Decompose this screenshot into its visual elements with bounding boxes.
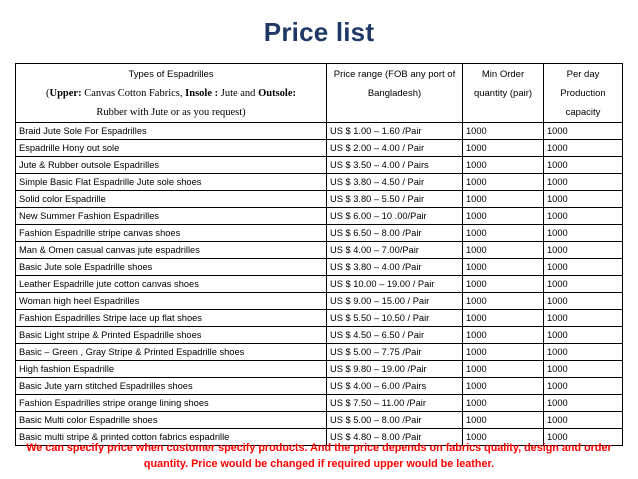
header-min-order: Min Order quantity (pair) — [463, 64, 544, 123]
cell-capacity: 1000 — [544, 208, 623, 225]
upper-label: Upper: — [49, 88, 82, 99]
cell-min-order: 1000 — [463, 259, 544, 276]
cell-type: Leather Espadrille jute cotton canvas shoes — [16, 276, 327, 293]
footer-note — [0, 440, 638, 472]
cell-type: Espadrille Hony out sole — [16, 140, 327, 157]
header-types-title: Types of Espadrilles — [128, 69, 214, 80]
cell-type: Jute & Rubber outsole Espadrilles — [16, 157, 327, 174]
cell-min-order: 1000 — [463, 191, 544, 208]
page-title: Price list — [263, 17, 375, 47]
header-types-materials: (Upper: Canvas Cotton Fabrics, Insole : Jute and Outsole: Rubber with Jute or as you request) — [46, 88, 296, 118]
cell-price: US $ 3.50 – 4.00 / Pairs — [327, 157, 463, 174]
table-row — [16, 378, 623, 395]
cell-capacity: 1000 — [544, 225, 623, 242]
table-row — [16, 242, 623, 259]
table-row — [16, 123, 623, 140]
table-row — [16, 259, 623, 276]
table-row — [16, 208, 623, 225]
cell-price: US $ 7.50 – 11.00 /Pair — [327, 395, 463, 412]
cell-type: Basic Light stripe & Printed Espadrille shoes — [16, 327, 327, 344]
cell-capacity: 1000 — [544, 259, 623, 276]
cell-price: US $ 4.50 – 6.50 / Pair — [327, 327, 463, 344]
cell-min-order: 1000 — [463, 327, 544, 344]
cell-price: US $ 6.00 – 10 .00/Pair — [327, 208, 463, 225]
cell-type: Basic Jute yarn stitched Espadrilles shoes — [16, 378, 327, 395]
table-row — [16, 140, 623, 157]
footer-line-1: We can specify price when customer specify products. And the price depends on fabrics quality, design and order — [26, 442, 612, 454]
cell-min-order: 1000 — [463, 412, 544, 429]
cell-min-order: 1000 — [463, 378, 544, 395]
table-row — [16, 293, 623, 310]
cell-capacity: 1000 — [544, 378, 623, 395]
cell-price: US $ 1.00 – 1.60 /Pair — [327, 123, 463, 140]
price-table-body — [16, 123, 623, 446]
table-row — [16, 361, 623, 378]
cell-type: Basic – Green , Gray Stripe & Printed Espadrille shoes — [16, 344, 327, 361]
table-row — [16, 225, 623, 242]
cell-type: Braid Jute Sole For Espadrilles — [16, 123, 327, 140]
cell-capacity: 1000 — [544, 429, 623, 446]
cell-type: Man & Omen casual canvas jute espadrilles — [16, 242, 327, 259]
footer-line-2: quantity. Price would be changed if required upper would be leather. — [143, 458, 495, 470]
header-types — [16, 64, 327, 123]
cell-capacity: 1000 — [544, 361, 623, 378]
table-row — [16, 395, 623, 412]
cell-capacity: 1000 — [544, 412, 623, 429]
cell-min-order: 1000 — [463, 225, 544, 242]
cell-capacity: 1000 — [544, 123, 623, 140]
cell-min-order: 1000 — [463, 395, 544, 412]
cell-min-order: 1000 — [463, 276, 544, 293]
cell-type: Basic multi stripe & printed cotton fabrics espadrille — [16, 429, 327, 446]
cell-type: Woman high heel Espadrilles — [16, 293, 327, 310]
cell-capacity: 1000 — [544, 242, 623, 259]
cell-price: US $ 4.80 – 8.00 /Pair — [327, 429, 463, 446]
cell-type: High fashion Espadrille — [16, 361, 327, 378]
table-row — [16, 276, 623, 293]
cell-type: Fashion Espadrille stripe canvas shoes — [16, 225, 327, 242]
cell-min-order: 1000 — [463, 310, 544, 327]
cell-capacity: 1000 — [544, 293, 623, 310]
upper-text: Canvas Cotton Fabrics, — [81, 88, 186, 99]
cell-min-order: 1000 — [463, 361, 544, 378]
table-row — [16, 157, 623, 174]
cell-price: US $ 5.00 – 7.75 /Pair — [327, 344, 463, 361]
cell-capacity: 1000 — [544, 310, 623, 327]
cell-price: US $ 10.00 – 19.00 / Pair — [327, 276, 463, 293]
cell-price: US $ 2.00 – 4.00 / Pair — [327, 140, 463, 157]
cell-capacity: 1000 — [544, 191, 623, 208]
cell-min-order: 1000 — [463, 429, 544, 446]
outsole-label: Outsole: — [258, 88, 296, 99]
cell-price: US $ 9.00 – 15.00 / Pair — [327, 293, 463, 310]
table-row — [16, 327, 623, 344]
cell-min-order: 1000 — [463, 344, 544, 361]
cell-min-order: 1000 — [463, 242, 544, 259]
cell-capacity: 1000 — [544, 140, 623, 157]
table-header-row — [16, 64, 623, 123]
cell-price: US $ 9.80 – 19.00 /Pair — [327, 361, 463, 378]
cell-price: US $ 3.80 – 4.00 /Pair — [327, 259, 463, 276]
table-row — [16, 412, 623, 429]
insole-label: Insole : — [185, 88, 219, 99]
cell-price: US $ 3.80 – 4.50 / Pair — [327, 174, 463, 191]
cell-type: Simple Basic Flat Espadrille Jute sole shoes — [16, 174, 327, 191]
cell-price: US $ 6.50 – 8.00 /Pair — [327, 225, 463, 242]
table-row — [16, 191, 623, 208]
cell-min-order: 1000 — [463, 208, 544, 225]
cell-type: New Summer Fashion Espadrilles — [16, 208, 327, 225]
cell-min-order: 1000 — [463, 174, 544, 191]
outsole-text: Rubber with Jute or as you request) — [96, 107, 246, 118]
table-row — [16, 174, 623, 191]
cell-type: Solid color Espadrille — [16, 191, 327, 208]
cell-min-order: 1000 — [463, 123, 544, 140]
price-table — [15, 63, 623, 446]
cell-type: Basic Multi color Espadrille shoes — [16, 412, 327, 429]
cell-type: Fashion Espadrilles stripe orange lining shoes — [16, 395, 327, 412]
cell-capacity: 1000 — [544, 395, 623, 412]
insole-text: Jute and — [218, 88, 259, 99]
cell-min-order: 1000 — [463, 157, 544, 174]
header-per-day: Per day Production capacity — [544, 64, 623, 123]
cell-price: US $ 4.00 – 7.00/Pair — [327, 242, 463, 259]
cell-min-order: 1000 — [463, 293, 544, 310]
cell-price: US $ 3.80 – 5.50 / Pair — [327, 191, 463, 208]
cell-price: US $ 5.00 – 8.00 /Pair — [327, 412, 463, 429]
cell-type: Basic Jute sole Espadrille shoes — [16, 259, 327, 276]
header-price-range: Price range (FOB any port of Bangladesh) — [327, 64, 463, 123]
cell-type: Fashion Espadrilles Stripe lace up flat shoes — [16, 310, 327, 327]
cell-price: US $ 4.00 – 6.00 /Pairs — [327, 378, 463, 395]
table-row — [16, 344, 623, 361]
cell-capacity: 1000 — [544, 327, 623, 344]
cell-capacity: 1000 — [544, 344, 623, 361]
cell-capacity: 1000 — [544, 157, 623, 174]
cell-capacity: 1000 — [544, 174, 623, 191]
cell-capacity: 1000 — [544, 276, 623, 293]
cell-price: US $ 5.50 – 10.50 / Pair — [327, 310, 463, 327]
cell-min-order: 1000 — [463, 140, 544, 157]
table-row — [16, 310, 623, 327]
